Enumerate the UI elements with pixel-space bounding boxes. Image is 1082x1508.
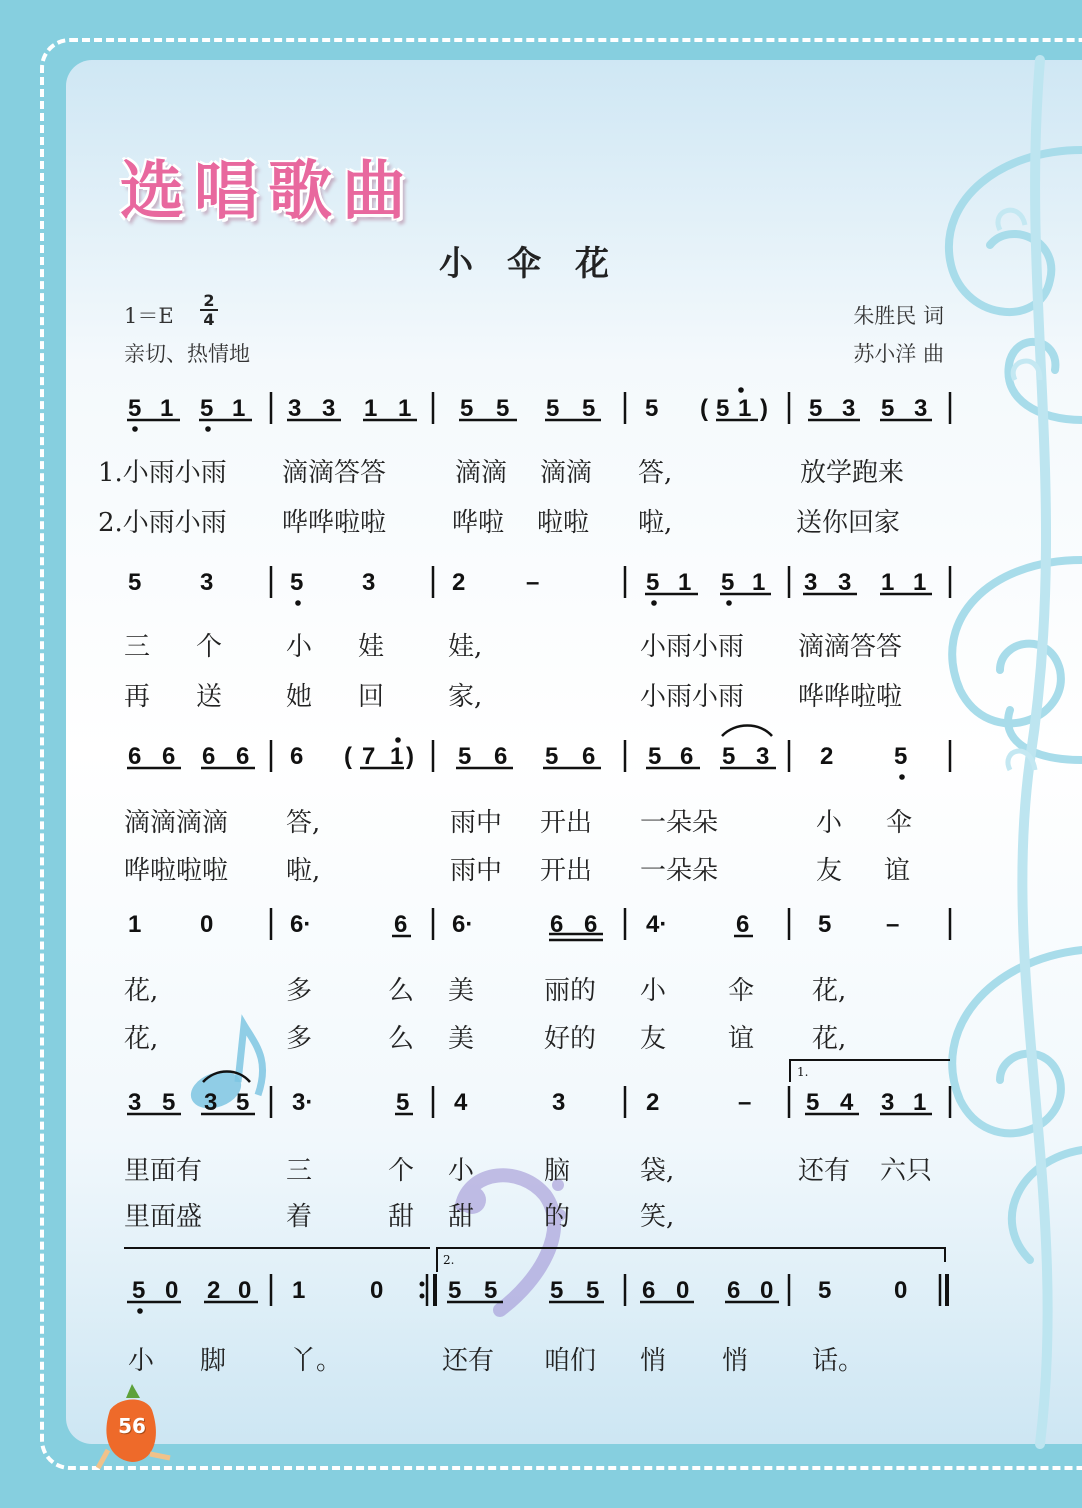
lyric: 花, (124, 976, 159, 1006)
note: 3 (204, 1089, 218, 1116)
note: 5 (458, 743, 472, 770)
note: 5 (721, 569, 735, 596)
note: 3 (200, 569, 214, 596)
note: 1 (752, 569, 766, 596)
note: 7 (362, 743, 376, 770)
note: 5 (484, 1277, 498, 1304)
note: 1 (881, 569, 895, 596)
lyric: 小 (640, 976, 667, 1006)
note: 1 (128, 911, 142, 938)
lyric: 小 (128, 1346, 155, 1376)
lyric: 花, (812, 1024, 847, 1054)
lyric: 回 (358, 682, 385, 712)
note: 4 (840, 1089, 854, 1116)
note: 5 (200, 395, 214, 422)
note: 6 (236, 743, 250, 770)
lyric: 啦, (286, 856, 321, 886)
note: ) (406, 743, 414, 770)
lyric: 美 (448, 976, 475, 1006)
lyric: 丫。 (290, 1346, 343, 1376)
note: 5 (460, 395, 474, 422)
note: 5 (396, 1089, 410, 1116)
note: 0 (760, 1277, 774, 1304)
note: 3 (362, 569, 376, 596)
note: 0 (200, 911, 214, 938)
lyric: 谊 (728, 1024, 755, 1054)
note: 0 (238, 1277, 252, 1304)
time-signature-bottom: 4 (203, 310, 215, 329)
note: 1 (678, 569, 692, 596)
note: 5 (546, 395, 560, 422)
lyric: 一朵朵 (640, 856, 719, 886)
note: 3 (288, 395, 302, 422)
lyric: 友 (816, 856, 843, 886)
note: 0 (676, 1277, 690, 1304)
note: 6 (642, 1277, 656, 1304)
note: 3 (804, 569, 818, 596)
note: 1 (160, 395, 174, 422)
note: 5 (818, 911, 832, 938)
note: 3 (842, 395, 856, 422)
note: 1 (232, 395, 246, 422)
note: 5 (545, 743, 559, 770)
lyric: 三 (124, 632, 151, 662)
note: 3 (552, 1089, 566, 1116)
song-title: 小伞花 (439, 244, 643, 284)
note: 1 (913, 1089, 927, 1116)
lyric: 再 (124, 682, 151, 712)
lyric: 还有 (798, 1156, 851, 1186)
note: 1 (390, 743, 404, 770)
lyric: 甜 (388, 1202, 415, 1232)
lyric: 还有 (442, 1346, 495, 1376)
note: 3 (756, 743, 770, 770)
note: 3· (292, 1089, 314, 1116)
lyric: 送你回家 (796, 508, 901, 538)
lyric: 滴滴 (540, 458, 593, 488)
lyric: 花, (812, 976, 847, 1006)
lyric: 伞 (728, 976, 755, 1006)
lyric: 答, (286, 808, 321, 838)
lyric: 谊 (884, 856, 911, 886)
note: 5 (806, 1089, 820, 1116)
composer-credit: 苏小洋 曲 (853, 342, 944, 366)
lyric: 雨中 (450, 808, 503, 838)
note: 5 (132, 1277, 146, 1304)
note: 5 (648, 743, 662, 770)
note: 6 (680, 743, 694, 770)
note: 5 (290, 569, 304, 596)
note: 1 (364, 395, 378, 422)
lyric: 滴滴答答 (798, 632, 903, 662)
page-number: 56 (118, 1414, 146, 1438)
lyric: 袋, (640, 1156, 675, 1186)
lyric: 哗哗啦啦 (282, 508, 387, 538)
lyric: 小雨小雨 (640, 632, 745, 662)
note: 0 (894, 1277, 908, 1304)
lyric: 六只 (880, 1156, 933, 1186)
lyric: 个 (388, 1156, 415, 1186)
note: ( (700, 395, 708, 422)
lyric: 丽的 (544, 976, 597, 1006)
lyric: 滴滴 (455, 458, 508, 488)
note: 3 (838, 569, 852, 596)
note: 6 (550, 911, 564, 938)
note: 5 (586, 1277, 600, 1304)
lyric: 小雨小雨 (640, 682, 745, 712)
volta-1-label: 1. (797, 1065, 809, 1079)
note: 5 (582, 395, 596, 422)
lyricist-credit: 朱胜民 词 (853, 304, 944, 328)
lyric: 咱们 (544, 1346, 597, 1376)
lyric: 啦啦 (537, 508, 590, 538)
lyric: 话。 (812, 1346, 865, 1376)
note: 5 (448, 1277, 462, 1304)
lyric: 笑, (640, 1202, 675, 1232)
lyric: 答, (638, 458, 673, 488)
lyric: 放学跑来 (800, 458, 905, 488)
note: 6 (128, 743, 142, 770)
note: 6 (394, 911, 408, 938)
lyric: 悄 (640, 1346, 667, 1376)
note: 5 (722, 743, 736, 770)
note: 1 (292, 1277, 306, 1304)
lyric: 多 (286, 976, 313, 1006)
note: 5 (496, 395, 510, 422)
note: 5 (128, 395, 142, 422)
lyric: 1.小雨小雨 (98, 458, 227, 488)
note: 6 (202, 743, 216, 770)
lyric: 哗哗啦啦 (798, 682, 903, 712)
lyric: 悄 (722, 1346, 749, 1376)
lyric: 小 (448, 1156, 475, 1186)
lyric: 一朵朵 (640, 808, 719, 838)
lyric: 着 (286, 1202, 313, 1232)
note: 5 (881, 395, 895, 422)
lyric: 脚 (200, 1346, 227, 1376)
lyric: 开出 (540, 856, 593, 886)
note: – (526, 569, 540, 596)
lyric: 小 (816, 808, 843, 838)
note: 5 (162, 1089, 176, 1116)
note: 3 (128, 1089, 142, 1116)
lyric: 里面盛 (124, 1202, 203, 1232)
note: 2 (820, 743, 834, 770)
note: 4 (454, 1089, 468, 1116)
note: 1 (398, 395, 412, 422)
lyric: 花, (124, 1024, 159, 1054)
note: 5 (128, 569, 142, 596)
volta-2-label: 2. (443, 1253, 455, 1267)
lyric: 送 (196, 682, 223, 712)
note: 5 (716, 395, 730, 422)
note: 1 (738, 395, 752, 422)
note: 2 (207, 1277, 221, 1304)
note: – (738, 1089, 752, 1116)
note: 5 (550, 1277, 564, 1304)
lyric: 娃, (448, 632, 483, 662)
note: 3 (322, 395, 336, 422)
mood-marking: 亲切、热情地 (124, 342, 250, 366)
note: 6 (584, 911, 598, 938)
lyric: 哗啦 (452, 508, 505, 538)
note: 0 (370, 1277, 384, 1304)
lyric: 开出 (540, 808, 593, 838)
lyric: 三 (286, 1156, 313, 1186)
note: 6 (736, 911, 750, 938)
note: 6 (727, 1277, 741, 1304)
note: 2 (452, 569, 466, 596)
note: 6 (494, 743, 508, 770)
note: 2 (646, 1089, 660, 1116)
note: 6· (452, 911, 474, 938)
note: 5 (645, 395, 659, 422)
lyric: 么 (388, 976, 415, 1006)
key-signature: 1＝E (124, 304, 174, 328)
note: 5 (646, 569, 660, 596)
section-title: 选唱歌曲 (120, 155, 416, 229)
lyric: 啦, (638, 508, 673, 538)
lyric: 脑 (544, 1156, 571, 1186)
lyric: 友 (640, 1024, 667, 1054)
note: 3 (881, 1089, 895, 1116)
note: ( (344, 743, 352, 770)
time-signature-top: 2 (203, 291, 215, 310)
note: 5 (809, 395, 823, 422)
note: 3 (914, 395, 928, 422)
lyric: 好的 (544, 1024, 597, 1054)
note: 6· (290, 911, 312, 938)
lyric: 美 (448, 1024, 475, 1054)
note: ) (760, 395, 768, 422)
lyric: 2.小雨小雨 (98, 508, 227, 538)
lyric: 个 (196, 632, 223, 662)
lyric: 滴滴滴滴 (124, 808, 229, 838)
lyric: 滴滴答答 (282, 458, 387, 488)
note: 1 (913, 569, 927, 596)
note: – (886, 911, 900, 938)
note: 5 (894, 743, 908, 770)
lyric: 里面有 (124, 1156, 203, 1186)
lyric: 雨中 (450, 856, 503, 886)
lyric: 哗啦啦啦 (124, 856, 229, 886)
note: 5 (236, 1089, 250, 1116)
lyric: 多 (286, 1024, 313, 1054)
note: 5 (818, 1277, 832, 1304)
lyric: 娃 (358, 632, 385, 662)
lyric: 的 (544, 1202, 571, 1232)
lyric: 伞 (886, 808, 913, 838)
lyric: 她 (286, 682, 313, 712)
note: 0 (165, 1277, 179, 1304)
note: 6 (162, 743, 176, 770)
note: 6 (582, 743, 596, 770)
lyric: 小 (286, 632, 313, 662)
lyric: 家, (448, 682, 483, 712)
lyric: 甜 (448, 1202, 475, 1232)
note: 6 (290, 743, 304, 770)
note: 4· (646, 911, 668, 938)
lyric: 么 (388, 1024, 415, 1054)
